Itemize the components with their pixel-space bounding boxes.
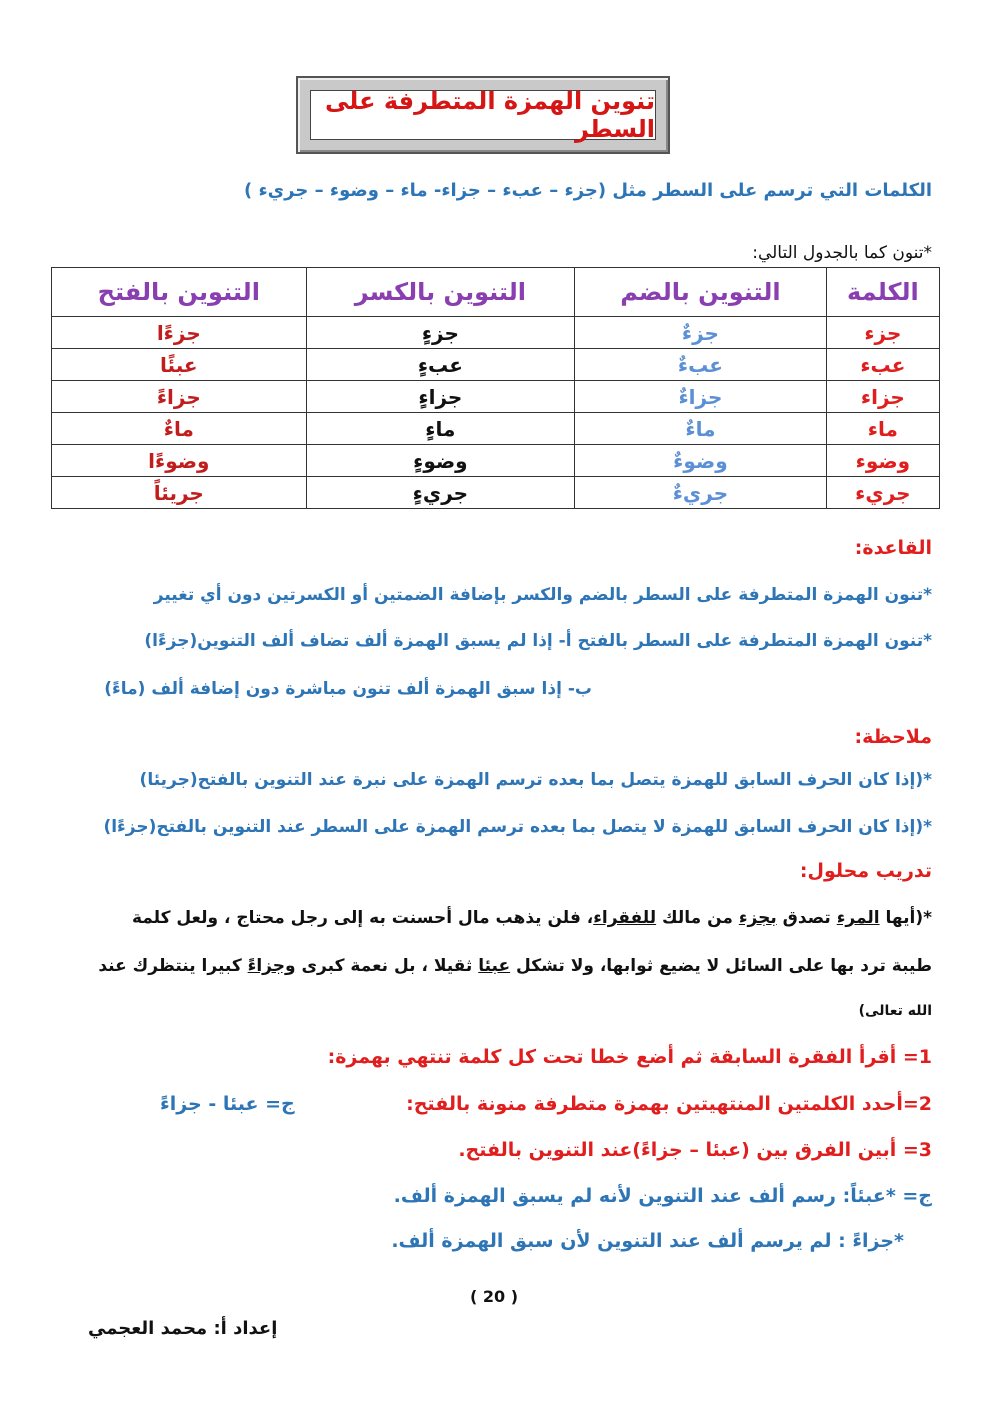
header-word: الكلمة [826, 268, 939, 317]
cell-damm: وضوءٌ [575, 445, 827, 477]
cell-damm: جريءٌ [575, 477, 827, 509]
answer-3-line-1: ج= *عبئاً: رسم ألف عند التنوين لأنه لم يسبق الهمزة ألف. [393, 1185, 932, 1207]
page-number: ( 20 ) [470, 1287, 519, 1306]
text-run: من مالك [656, 908, 739, 928]
tanween-table [51, 267, 940, 509]
text-run: ثقيلا ، بل نعمة كبرى [295, 956, 479, 976]
cell-fath: عبئًا [52, 349, 307, 381]
header-damm: التنوين بالضم [575, 268, 827, 317]
header-fath: التنوين بالفتح [52, 268, 307, 317]
table-caption: *تنون كما بالجدول التالي: [752, 243, 932, 263]
cell-word: جزاء [826, 381, 939, 413]
header-kasr: التنوين بالكسر [306, 268, 575, 317]
exercise-heading: تدريب محلول: [799, 860, 932, 882]
cell-fath: جريئاً [52, 477, 307, 509]
cell-fath: جزاءً [52, 381, 307, 413]
rule-line-1: *تنون الهمزة المتطرفة على السطر بالضم والكسر بإضافة الضمتين أو الكسرتين دون أي تغيير [153, 585, 932, 605]
exercise-paragraph-line-3: الله تعالى) [858, 1003, 932, 1019]
note-line-2: *(إذا كان الحرف السابق للهمزة لا يتصل بما بعده ترسم الهمزة على السطر عند التنوين بالفتح(جزءًا) [103, 817, 932, 837]
cell-word: جزء [826, 317, 939, 349]
question-1: 1= أقرأ الفقرة السابقة ثم أضع خطا تحت كل كلمة تنتهي بهمزة: [327, 1046, 932, 1068]
answer-3-line-2: *جزاءً : لم يرسم ألف عند التنوين لأن سبق الهمزة ألف. [391, 1230, 904, 1252]
table-row [52, 381, 940, 413]
text-run: تصدق [776, 908, 837, 928]
cell-fath: وضوءًا [52, 445, 307, 477]
note-line-1: *(إذا كان الحرف السابق للهمزة يتصل بما بعده ترسم الهمزة على نبرة عند التنوين بالفتح(جريئا) [139, 770, 932, 790]
author: إعداد أ: محمد العجمي [88, 1318, 278, 1339]
table-header-row [52, 268, 940, 317]
underlined-word: بجزء [738, 908, 777, 928]
cell-kasr: ماءٍ [306, 413, 575, 445]
cell-kasr: جزءٍ [306, 317, 575, 349]
title-frame [296, 76, 670, 154]
intro-text: الكلمات التي ترسم على السطر مثل (جزء – عبء – جزاء- ماء – وضوء – جريء ) [243, 180, 932, 201]
rule-line-3: ب- إذا سبق الهمزة ألف تنون مباشرة دون إضافة ألف (ماءً) [104, 679, 592, 699]
underlined-word: للفقراء [593, 908, 657, 928]
underlined-word: المرء [836, 908, 880, 928]
table-row [52, 477, 940, 509]
rule-line-2: *تنون الهمزة المتطرفة على السطر بالفتح أ- إذا لم يسبق الهمزة ألف تضاف ألف التنوين(جزءًا) [144, 631, 932, 651]
cell-damm: ماءٌ [575, 413, 827, 445]
table-row [52, 445, 940, 477]
rule-heading: القاعدة: [854, 537, 932, 559]
cell-word: وضوء [826, 445, 939, 477]
cell-kasr: وضوءٍ [306, 445, 575, 477]
cell-word: ماء [826, 413, 939, 445]
cell-kasr: جزاءٍ [306, 381, 575, 413]
cell-kasr: جريءٍ [306, 477, 575, 509]
cell-fath: ماءٌ [52, 413, 307, 445]
question-3: 3= أبين الفرق بين (عبئا – جزاءً)عند التنوين بالفتح. [458, 1139, 932, 1161]
answer-2: ج= عبئا - جزاءً [160, 1093, 295, 1115]
exercise-paragraph-line-2 [46, 944, 932, 988]
table-row [52, 413, 940, 445]
cell-damm: جزءٌ [575, 317, 827, 349]
cell-damm: جزاءٌ [575, 381, 827, 413]
text-run: كبيرا ينتظرك عند [98, 956, 248, 976]
table-row [52, 317, 940, 349]
text-run: ، فلن يذهب مال أحسنت به إلى رجل محتاج ، ولعل كلمة [131, 908, 594, 928]
text-run: *(أيها [879, 908, 932, 928]
cell-word: جريء [826, 477, 939, 509]
underlined-word: عبئا [478, 956, 511, 976]
exercise-paragraph-line-1 [46, 896, 932, 940]
cell-fath: جزءًا [52, 317, 307, 349]
note-heading: ملاحظة: [854, 726, 932, 748]
question-2: 2=أحدد الكلمتين المنتهيتين بهمزة متطرفة منونة بالفتح: [406, 1093, 932, 1115]
text-run: طيبة ترد بها على السائل لا يضيع ثوابها، ولا تشكل [510, 956, 932, 976]
underlined-word: وجزاءً [247, 956, 296, 976]
table-row [52, 349, 940, 381]
cell-word: عبء [826, 349, 939, 381]
page-title: تنوين الهمزة المتطرفة على السطر [310, 90, 656, 140]
cell-damm: عبءٌ [575, 349, 827, 381]
cell-kasr: عبءٍ [306, 349, 575, 381]
